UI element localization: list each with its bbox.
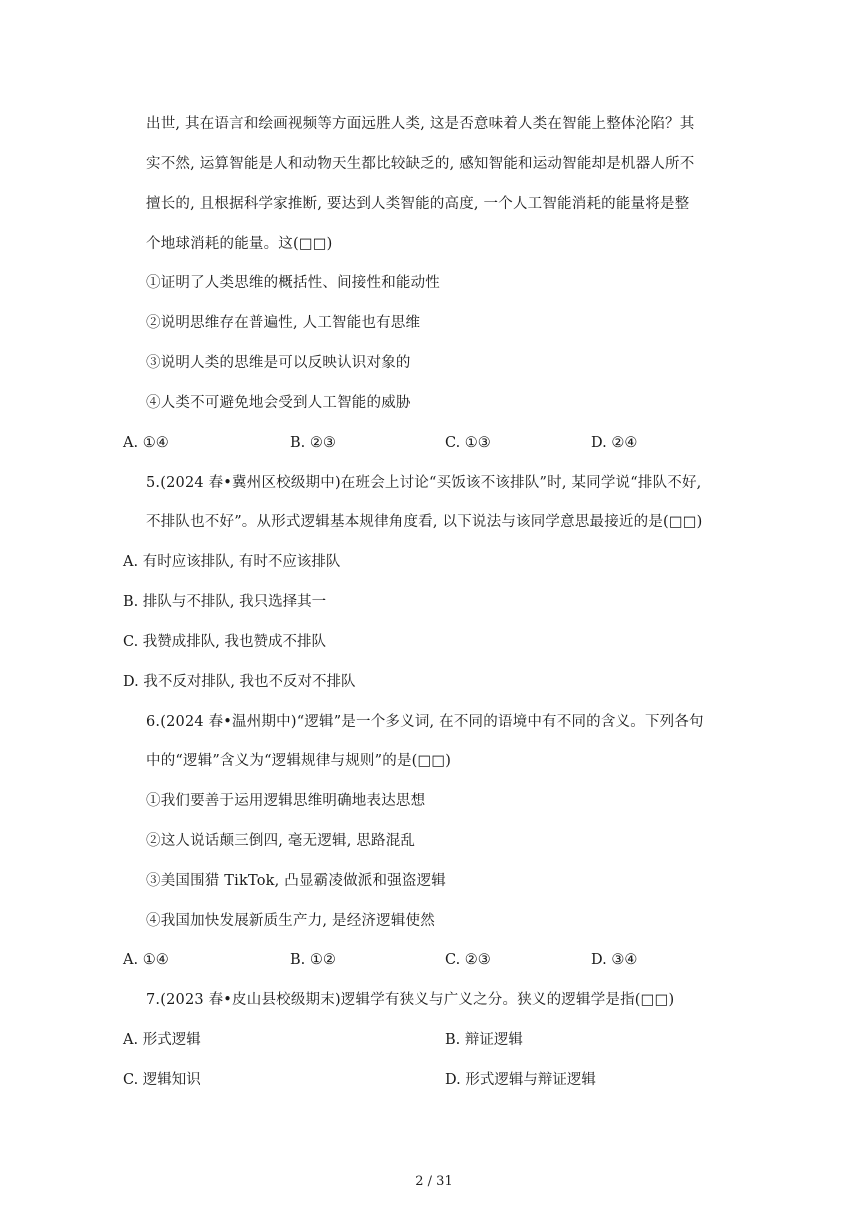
q6-option-c: C. ②③ <box>445 952 491 968</box>
q4-option-c: C. ①③ <box>445 435 491 451</box>
q7-option-d: D. 形式逻辑与辩证逻辑 <box>445 1072 596 1088</box>
q5-stem-line-2: 不排队也不好”。从形式逻辑基本规律角度看, 以下说法与该同学意思最接近的是(□□) <box>146 514 703 530</box>
q5-stem-line-1: 5.(2024 春•冀州区校级期中)在班会上讨论“买饭该不该排队”时, 某同学说“排队不好, <box>146 475 702 491</box>
q6-statement-4: ④我国加快发展新质生产力, 是经济逻辑使然 <box>146 913 435 929</box>
q4-stem-line-1: 出世, 其在语言和绘画视频等方面远胜人类, 这是否意味着人类在智能上整体沦陷？其 <box>146 116 695 132</box>
q6-statement-3: ③美国围猎 TikTok, 凸显霸凌做派和强盗逻辑 <box>146 873 446 889</box>
q4-statement-3: ③说明人类的思维是可以反映认识对象的 <box>146 355 411 371</box>
q4-option-a: A. ①④ <box>123 435 169 451</box>
q5-option-a: A. 有时应该排队, 有时不应该排队 <box>123 554 341 570</box>
q4-statement-2: ②说明思维存在普遍性, 人工智能也有思维 <box>146 315 421 331</box>
q4-statement-4: ④人类不可避免地会受到人工智能的威胁 <box>146 395 411 411</box>
q5-option-c: C. 我赞成排队, 我也赞成不排队 <box>123 634 327 650</box>
q4-option-d: D. ②④ <box>591 435 638 451</box>
q4-option-b: B. ②③ <box>290 435 336 451</box>
q5-option-b: B. 排队与不排队, 我只选择其一 <box>123 594 327 610</box>
q6-stem-line-1: 6.(2024 春•温州期中)“逻辑”是一个多义词, 在不同的语境中有不同的含义。下列各句 <box>146 714 704 730</box>
q6-option-d: D. ③④ <box>591 952 638 968</box>
q5-option-d: D. 我不反对排队, 我也不反对不排队 <box>123 674 356 690</box>
q6-option-a: A. ①④ <box>123 952 169 968</box>
q7-option-a: A. 形式逻辑 <box>123 1032 201 1048</box>
q7-option-c: C. 逻辑知识 <box>123 1072 201 1088</box>
q6-statement-1: ①我们要善于运用逻辑思维明确地表达思想 <box>146 793 426 809</box>
q6-stem-line-2: 中的“逻辑”含义为“逻辑规律与规则”的是(□□) <box>146 753 452 769</box>
q6-option-b: B. ①② <box>290 952 336 968</box>
q4-stem-line-4: 个地球消耗的能量。这(□□) <box>146 236 333 252</box>
q7-stem: 7.(2023 春•皮山县校级期末)逻辑学有狭义与广义之分。狭义的逻辑学是指(□□) <box>146 992 675 1008</box>
q6-statement-2: ②这人说话颠三倒四, 毫无逻辑, 思路混乱 <box>146 833 416 849</box>
q4-statement-1: ①证明了人类思维的概括性、间接性和能动性 <box>146 275 440 291</box>
page-number: 2 / 31 <box>415 1174 453 1189</box>
q4-stem-line-2: 实不然, 运算智能是人和动物天生都比较缺乏的, 感知智能和运动智能却是机器人所不 <box>146 156 695 172</box>
q4-stem-line-3: 擅长的, 且根据科学家推断, 要达到人类智能的高度, 一个人工智能消耗的能量将是整 <box>146 196 690 212</box>
q7-option-b: B. 辩证逻辑 <box>445 1032 523 1048</box>
